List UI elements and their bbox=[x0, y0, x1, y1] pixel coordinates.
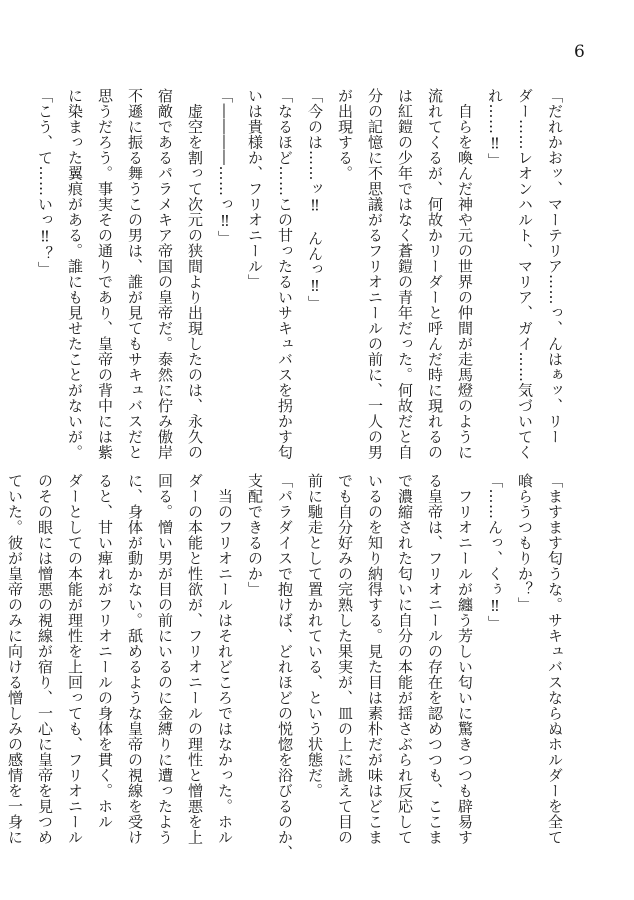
text-line: る皇帝は、フリオニールの存在を認めつつも、ここま bbox=[426, 473, 444, 845]
lower-text-block bbox=[6, 473, 570, 861]
text-line: 思うだろう。事実その通りであり、皇帝の背中には紫 bbox=[96, 88, 114, 460]
text-line: 分の記憶に不思議がるフリオニールの前に、一人の男 bbox=[366, 88, 384, 460]
text-line: 「ますます匂うな。サキュバスならぬホルダーを全て bbox=[546, 473, 564, 845]
text-line: で濃縮された匂いに自分の本能が揺さぶられ反応して bbox=[396, 473, 414, 845]
upper-text-block bbox=[36, 88, 570, 460]
text-line: 回る。憎い男が目の前にいるのに金縛りに遭ったよう bbox=[156, 473, 174, 845]
text-line: 「――――……っ‼」 bbox=[216, 88, 234, 246]
page-number: 6 bbox=[574, 42, 585, 62]
text-line: 不遜に振る舞うこの男は、誰が見てもサキュバスだと bbox=[126, 88, 144, 460]
text-line: 自らを喚んだ神や元の世界の仲間が走馬燈のように bbox=[456, 88, 474, 460]
text-line: 前に馳走として置かれている、という状態だ。 bbox=[306, 473, 324, 799]
text-line: が出現する。 bbox=[336, 88, 354, 181]
text-line: でも自分好みの完熟した果実が、皿の上に誂えて目の bbox=[336, 473, 354, 845]
text-line: 「だれかおッ、マーテリア……っ、んはぁッ、リー bbox=[546, 88, 564, 445]
text-line: 「パラダイスで抱けば、どれほどの悦惚を浴びるのか、 bbox=[276, 473, 294, 861]
text-line: 当のフリオニールはそれどころではなかった。ホル bbox=[216, 473, 234, 845]
text-line: のその眼には憎悪の視線が宿り、一心に皇帝を見つめ bbox=[36, 473, 54, 845]
text-line: に染まった翼痕がある。誰にも見せたことがないが。 bbox=[66, 88, 84, 460]
text-line: 虚空を割って次元の狭間より出現したのは、永久の bbox=[186, 88, 204, 460]
text-line: 「……んっ、くぅ‼」 bbox=[486, 473, 504, 631]
text-line: ると、甘い痺れがフリオニールの身体を貫く。ホル bbox=[96, 473, 114, 830]
text-line: 宿敵であるパラメキア帝国の皇帝だ。泰然に佇み傲岸 bbox=[156, 88, 174, 460]
text-line: フリオニールが纏う芳しい匂いに驚きつつも辟易す bbox=[456, 473, 474, 845]
text-line: 喰らうつもりか？」 bbox=[516, 473, 534, 613]
text-line: 「なるほど……この甘ったるいサキュバスを拐かす匂 bbox=[276, 88, 294, 460]
text-line: 「今のは……ッ‼ んんっ‼」 bbox=[306, 88, 324, 311]
text-line: ダーとしての本能が理性を上回っても、フリオニール bbox=[66, 473, 84, 845]
text-line: いは貴様か、フリオニール」 bbox=[246, 88, 264, 290]
text-line: 支配できるのか」 bbox=[246, 473, 264, 597]
text-line: 流れてくるが、何故かリーダーと呼んだ時に現れるの bbox=[426, 88, 444, 460]
text-line: 「こう、て……いっ‼？」 bbox=[36, 88, 54, 277]
text-line: ダーの本能と性欲が、フリオニールの理性と憎悪を上 bbox=[186, 473, 204, 845]
text-line: ていた。彼が皇帝のみに向ける憎しみの感情を一身に bbox=[6, 473, 24, 845]
text-line: は紅鎧の少年ではなく蒼鎧の青年だった。何故だと自 bbox=[396, 88, 414, 460]
text-line: れ……‼」 bbox=[486, 88, 504, 169]
text-line: いるのを知り納得する。見た目は素朴だが味はどこま bbox=[366, 473, 384, 845]
text-line: に、身体が動かない。舐めるような皇帝の視線を受け bbox=[126, 473, 144, 845]
text-line: ダー……レオンハルト、マリア、ガイ……気づいてく bbox=[516, 88, 534, 460]
